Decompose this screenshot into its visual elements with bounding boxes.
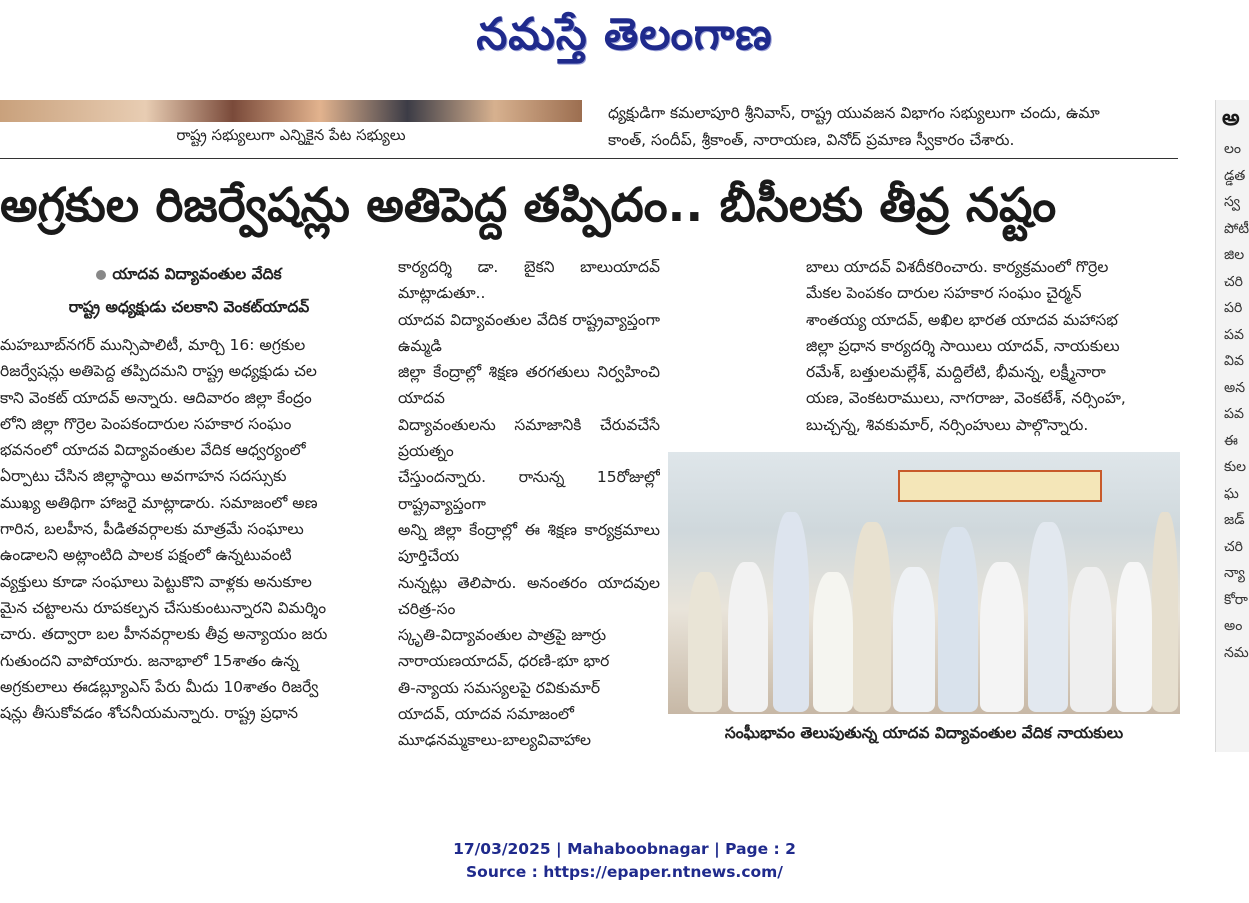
strip-line: చరి xyxy=(1224,538,1243,555)
article-column-1 xyxy=(0,332,375,752)
strip-line: వివ xyxy=(1224,353,1244,369)
strip-line: డ్డత xyxy=(1224,167,1246,184)
article-kicker xyxy=(0,258,378,324)
person-figure xyxy=(1116,562,1152,712)
footer-date-line: 17/03/2025 | Mahaboobnagar | Page : 2 xyxy=(453,840,796,858)
text-line: యాదవ విద్యావంతుల వేదిక రాష్ట్రవ్యాప్తంగా ఉమ్మడి xyxy=(398,310,660,355)
text-line: రిజర్వేషన్లు అతిపెద్ద తప్పిదమని రాష్ట్ర అధ్యక్షుడు చల xyxy=(0,362,317,381)
text-line: బాలు యాదవ్ విశదీకరించారు. కార్యక్రమంలో గొర్రెల xyxy=(806,258,1109,276)
top-photo-fragment xyxy=(0,100,582,122)
text-line: నున్నట్లు తెలిపారు. అనంతరం యాదవుల చరిత్ర-సం xyxy=(398,573,660,618)
text-line: గారిన, బలహీన, పీడితవర్గాలకు మాత్రమే సంఘాలు xyxy=(0,520,304,539)
person-figure xyxy=(980,562,1024,712)
photo-caption: సంఘీభావం తెలుపుతున్న యాదవ విద్యావంతుల వేదిక నాయకులు xyxy=(724,724,1124,742)
bullet-icon xyxy=(96,270,106,280)
strip-line: జిల xyxy=(1224,247,1245,263)
text-line: గుతుందని వాపోయారు. జనాభాలో 15శాతం ఉన్న xyxy=(0,651,299,670)
text-line: షన్లు తీసుకోవడం శోచనీయమన్నారు. రాష్ట్ర ప్రధాన xyxy=(0,704,299,723)
text-line: భవనంలో యాదవ విద్యావంతుల వేదిక ఆధ్వర్యంలో xyxy=(0,441,306,460)
text-line: చేస్తుందన్నారు. రానున్న 15రోజుల్లో రాష్ట్రవ్యాప్తంగా xyxy=(398,468,660,513)
text-line: స్కృతి-విద్యావంతుల పాత్రపై జూర్రు xyxy=(398,626,607,645)
strip-line: పోటీ xyxy=(1224,220,1249,237)
text-line: తి-న్యాయ సమస్యలపై రవికుమార్ xyxy=(398,678,601,697)
text-line: కాని వెంకట్ యాదవ్ అన్నారు. ఆదివారం జిల్లా కేంద్రం xyxy=(0,388,312,407)
group-photo xyxy=(668,452,1180,714)
text-line: జిల్లా ప్రధాన కార్యదర్శి సాయిలు యాదవ్, నాయకులు xyxy=(806,336,1120,355)
photo-banner xyxy=(898,470,1102,502)
text-line: రమేశ్, బత్తులమల్లేశ్, మద్దిలేటి, భీమన్న, లక్ష్మీనారా xyxy=(806,363,1106,382)
divider xyxy=(0,158,1178,159)
text-line: వ్యక్తులు కూడా సంఘాలు పెట్టుకొని వాళ్లకు అనుకూల xyxy=(0,572,312,591)
newspaper-logo: నమస్తే తెలంగాణ xyxy=(476,9,773,60)
article-column-3 xyxy=(806,254,1182,444)
text-line: యాదవ్, యాదవ సమాజంలో xyxy=(398,705,574,724)
text-line: కార్యదర్శి డా. బైకని బాలుయాదవ్ మాట్లాడుతూ.. xyxy=(398,258,660,303)
text-line: విద్యావంతులను సమాజానికి చేరువచేసే ప్రయత్నం xyxy=(398,415,660,461)
person-figure xyxy=(893,567,935,712)
strip-line: అం xyxy=(1224,618,1243,634)
strip-line: ఘ xyxy=(1224,485,1239,502)
person-figure xyxy=(853,522,891,712)
strip-line: నమ xyxy=(1224,644,1249,661)
text-line: నారాయణయాదవ్, ధరణి-భూ భార xyxy=(398,652,610,671)
masthead xyxy=(0,0,1249,80)
text-line: మేకల పెంపకం దారుల సహకార సంఘం చైర్మన్ xyxy=(806,284,1082,303)
text-line: ధ్యక్షుడిగా కమలాపూరి శ్రీనివాస్, రాష్ట్ర యువజన విభాగం సభ్యులుగా చందు, ఉమా xyxy=(608,104,1100,122)
person-figure xyxy=(1152,512,1178,712)
text-line: యణ, వెంకటరాములు, నాగరాజు, వెంకటేశ్, నర్సింహ, xyxy=(806,389,1126,408)
strip-line: పవ xyxy=(1224,406,1244,422)
kicker-line: రాష్ట్ర అధ్యక్షుడు చలకాని వెంకట్‌యాదవ్ xyxy=(68,298,310,316)
adjacent-article-strip xyxy=(1215,100,1249,752)
person-figure xyxy=(728,562,768,712)
strip-line: పవ xyxy=(1224,326,1244,343)
text-line: ఏర్పాటు చేసిన జిల్లాస్థాయి అవగాహన సదస్సుకు xyxy=(0,467,287,486)
person-figure xyxy=(813,572,853,712)
text-line: కాంత్, సందీప్, శ్రీకాంత్, నారాయణ, వినోద్ ప్రమాణ స్వీకారం చేశారు. xyxy=(608,131,1015,149)
text-line: మహబూబ్‌నగర్ మున్సిపాలిటీ, మార్చి 16: అగ్రకుల xyxy=(0,336,306,354)
strip-headline: అ xyxy=(1222,106,1240,131)
text-line: మైన చట్టాలను రూపకల్పన చేసుకుంటున్నారని విమర్శిం xyxy=(0,598,327,617)
strip-line: లం xyxy=(1224,141,1242,157)
text-line: ఉండాలని అట్లాంటిది పాలక పక్షంలో ఉన్నటువంటి xyxy=(0,546,292,565)
text-line: బుచ్చన్న, శివకుమార్, నర్సింహులు పాల్గొన్నారు. xyxy=(806,415,1089,434)
text-line: మూఢనమ్మకాలు-బాల్యవివాహాల xyxy=(398,731,592,750)
text-line: అన్ని జిల్లా కేంద్రాల్లో ఈ శిక్షణ కార్యక్రమాలు పూర్తిచేయ xyxy=(398,520,660,566)
person-figure xyxy=(773,512,809,712)
person-figure xyxy=(1070,567,1112,712)
text-line: శాంతయ్య యాదవ్, అఖిల భారత యాదవ మహాసభ xyxy=(806,310,1118,329)
text-line: ముఖ్య అతిథిగా హాజరై మాట్లాడారు. సమాజంలో అణ xyxy=(0,493,318,512)
text-line: లోని జిల్లా గొర్రెల పెంపకందారుల సహకార సంఘం xyxy=(0,414,292,433)
person-figure xyxy=(688,572,722,712)
top-right-article-end xyxy=(608,100,1178,154)
strip-line: చరి xyxy=(1224,273,1243,290)
person-figure xyxy=(938,527,978,712)
strip-line: ఈ xyxy=(1224,432,1238,449)
strip-line: జడ్ xyxy=(1224,512,1245,528)
article-column-2 xyxy=(398,254,660,754)
strip-line: కుల xyxy=(1224,459,1247,475)
article-headline: అగ్రకుల రిజర్వేషన్లు అతిపెద్ద తప్పిదం.. బీసీలకు తీవ్ర నష్టం xyxy=(0,178,1057,233)
page-footer xyxy=(0,838,1249,884)
top-photo-caption: రాష్ట్ర సభ్యులుగా ఎన్నికైన పేట సభ్యులు xyxy=(176,126,406,144)
strip-line: అన xyxy=(1224,379,1246,396)
strip-line: న్యా xyxy=(1224,565,1245,581)
text-line: అగ్రకులాలు ఈడబ్ల్యూఎస్ పేరు మీదు 10శాతం రిజర్వే xyxy=(0,677,319,696)
footer-source-line: Source : https://epaper.ntnews.com/ xyxy=(466,863,783,881)
text-line: జిల్లా కేంద్రాల్లో శిక్షణ తరగతులు నిర్వహించి యాదవ xyxy=(398,363,660,408)
person-figure xyxy=(1028,522,1068,712)
newspaper-clipping xyxy=(0,100,1182,760)
strip-line: స్వ xyxy=(1224,194,1241,210)
kicker-line: యాదవ విద్యావంతుల వేదిక xyxy=(112,265,282,283)
strip-line: కోరా xyxy=(1224,591,1248,608)
strip-line: పరి xyxy=(1224,300,1243,316)
text-line: చారు. తద్వారా బల హీనవర్గాలకు తీవ్ర అన్యాయం జరు xyxy=(0,625,328,644)
